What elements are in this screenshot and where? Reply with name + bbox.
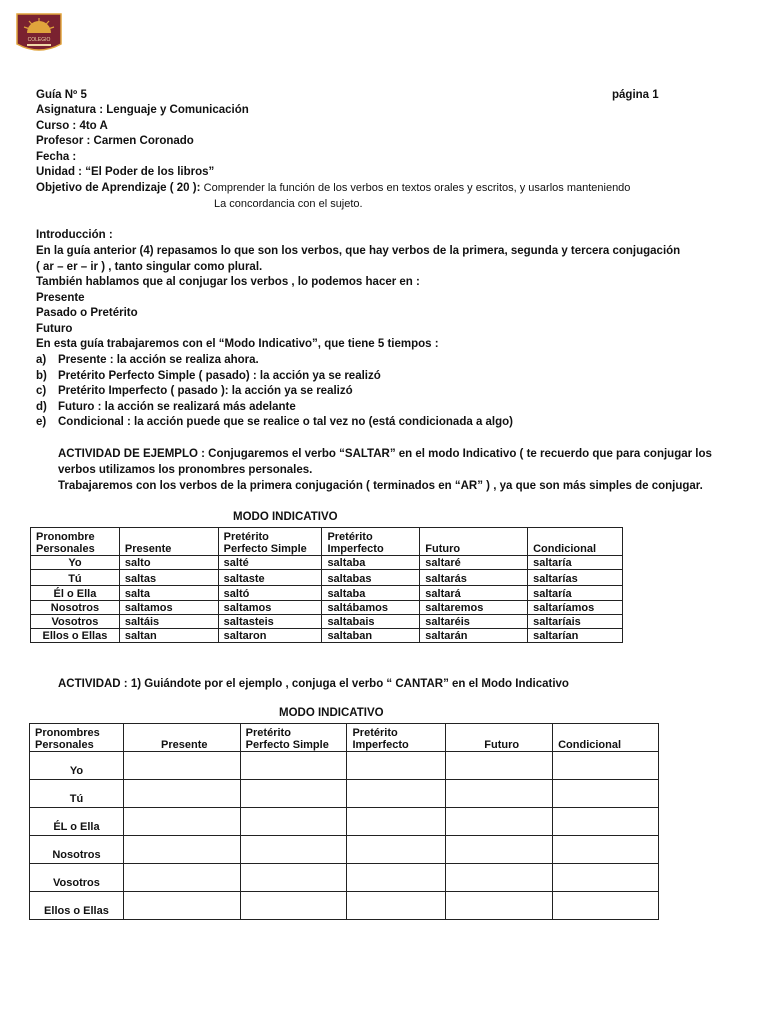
intro-p1: En la guía anterior (4) repasamos lo que son los verbos, que hay verbos de la primera, segunda y tercera conjugación [36, 245, 681, 257]
t2-h1: Presente [123, 724, 240, 752]
curso: Curso : 4to A [36, 120, 108, 132]
t1-h0: Pronombre Personales [31, 528, 120, 556]
objetivo-text-2: La concordancia con el sujeto. [214, 198, 363, 210]
page-number: página 1 [612, 89, 659, 101]
t1-r0-c3: saltaba [322, 556, 420, 570]
tiempo-e: Condicional : la acción puede que se realice o tal vez no (está condicionada a algo) [58, 416, 514, 428]
t1-r1-c1: saltas [119, 570, 218, 586]
answer-cell[interactable] [240, 836, 347, 864]
t1-r0-c0: Yo [31, 556, 120, 570]
answer-cell[interactable] [123, 836, 240, 864]
table-row [30, 808, 659, 836]
t1-r4-c3: saltabais [322, 615, 420, 629]
tiempo-d: Futuro : la acción se realizará más adelante [58, 401, 296, 413]
table2-caption: MODO INDICATIVO [279, 707, 384, 719]
table-row [31, 601, 623, 615]
answer-cell[interactable] [347, 836, 446, 864]
t2-h0: Pronombres Personales [30, 724, 124, 752]
t1-r4-c4: saltaréis [420, 615, 528, 629]
table-row [31, 615, 623, 629]
t1-h4: Futuro [420, 528, 528, 556]
t1-r1-c3: saltabas [322, 570, 420, 586]
t1-r1-c5: saltarías [528, 570, 623, 586]
t1-r1-c4: saltarás [420, 570, 528, 586]
t1-r3-c1: saltamos [119, 601, 218, 615]
answer-cell[interactable] [553, 780, 659, 808]
t1-h3: Pretérito Imperfecto [322, 528, 420, 556]
ejemplo-line-3: Trabajaremos con los verbos de la primera conjugación ( terminados en “AR” ) , ya que son más simples de conjugar. [58, 480, 703, 492]
t1-r3-c5: saltaríamos [528, 601, 623, 615]
answer-cell[interactable] [446, 836, 553, 864]
t2-r0-pronoun: Yo [30, 752, 124, 780]
t1-r2-c4: saltará [420, 586, 528, 601]
tiempo-b: Pretérito Perfecto Simple ( pasado) : la acción ya se realizó [58, 370, 381, 382]
table1-header-row [31, 528, 623, 556]
tiempo-c: Pretérito Imperfecto ( pasado ): la acción ya se realizó [58, 385, 353, 397]
answer-cell[interactable] [123, 864, 240, 892]
t2-r2-pronoun: ÉL o Ella [30, 808, 124, 836]
t1-h2: Pretérito Perfecto Simple [218, 528, 322, 556]
t1-r5-c3: saltaban [322, 629, 420, 643]
profesor: Profesor : Carmen Coronado [36, 135, 194, 147]
table-row [30, 780, 659, 808]
ejemplo-line-1: ACTIVIDAD DE EJEMPLO : Conjugaremos el verbo “SALTAR” en el modo Indicativo ( te recuerdo que para conjugar los [58, 448, 712, 460]
t1-r4-c0: Vosotros [31, 615, 120, 629]
t1-h1: Presente [119, 528, 218, 556]
objetivo [36, 181, 630, 196]
t1-r0-c5: saltaría [528, 556, 623, 570]
table-row [31, 629, 623, 643]
t1-r2-c0: Él o Ella [31, 586, 120, 601]
answer-cell[interactable] [553, 892, 659, 920]
activity-conjugation-table [29, 723, 659, 920]
t1-r2-c3: saltaba [322, 586, 420, 601]
tiempo-e-letter: e) [36, 416, 47, 428]
answer-cell[interactable] [347, 864, 446, 892]
t1-r0-c4: saltaré [420, 556, 528, 570]
t1-r5-c4: saltarán [420, 629, 528, 643]
tiempo-d-letter: d) [36, 401, 47, 413]
t2-r1-pronoun: Tú [30, 780, 124, 808]
tiempo-c-letter: c) [36, 385, 47, 397]
t2-r4-pronoun: Vosotros [30, 864, 124, 892]
t1-r5-c5: saltarían [528, 629, 623, 643]
intro-title: Introducción : [36, 229, 113, 241]
answer-cell[interactable] [240, 892, 347, 920]
answer-cell[interactable] [240, 808, 347, 836]
t2-h5: Condicional [553, 724, 659, 752]
answer-cell[interactable] [553, 752, 659, 780]
table1-caption: MODO INDICATIVO [233, 511, 338, 523]
answer-cell[interactable] [240, 864, 347, 892]
intro-p3: También hablamos que al conjugar los verbos , lo podemos hacer en : [36, 276, 420, 288]
table2-header-row [30, 724, 659, 752]
answer-cell[interactable] [553, 864, 659, 892]
t1-r1-c2: saltaste [218, 570, 322, 586]
t1-r2-c2: saltó [218, 586, 322, 601]
answer-cell[interactable] [446, 808, 553, 836]
t1-r4-c1: saltáis [119, 615, 218, 629]
t2-h3: Pretérito Imperfecto [347, 724, 446, 752]
t1-r4-c5: saltaríais [528, 615, 623, 629]
t1-r3-c0: Nosotros [31, 601, 120, 615]
answer-cell[interactable] [123, 892, 240, 920]
answer-cell[interactable] [240, 752, 347, 780]
table-row [30, 892, 659, 920]
intro-futuro: Futuro [36, 323, 73, 335]
answer-cell[interactable] [347, 752, 446, 780]
t1-r0-c1: salto [119, 556, 218, 570]
unidad: Unidad : “El Poder de los libros” [36, 166, 215, 178]
t1-r5-c1: saltan [119, 629, 218, 643]
fecha: Fecha : [36, 151, 77, 163]
t1-r3-c3: saltábamos [322, 601, 420, 615]
tiempo-b-letter: b) [36, 370, 47, 382]
intro-presente: Presente [36, 292, 85, 304]
t1-r4-c2: saltasteis [218, 615, 322, 629]
answer-cell[interactable] [347, 808, 446, 836]
svg-text:COLEGIO: COLEGIO [27, 37, 51, 43]
table-row [31, 586, 623, 601]
answer-cell[interactable] [446, 864, 553, 892]
t1-r3-c4: saltaremos [420, 601, 528, 615]
t1-r2-c1: salta [119, 586, 218, 601]
t2-r5-pronoun: Ellos o Ellas [30, 892, 124, 920]
tiempo-a: Presente : la acción se realiza ahora. [58, 354, 259, 366]
t2-h4: Futuro [446, 724, 553, 752]
answer-cell[interactable] [446, 752, 553, 780]
t1-r1-c0: Tú [31, 570, 120, 586]
asignatura: Asignatura : Lenguaje y Comunicación [36, 104, 249, 116]
table-row [30, 752, 659, 780]
table-row [31, 570, 623, 586]
t1-h5: Condicional [528, 528, 623, 556]
answer-cell[interactable] [123, 780, 240, 808]
answer-cell[interactable] [347, 780, 446, 808]
t2-r3-pronoun: Nosotros [30, 836, 124, 864]
ejemplo-line-2: verbos utilizamos los pronombres personales. [58, 464, 313, 476]
answer-cell[interactable] [446, 780, 553, 808]
t1-r5-c2: saltaron [218, 629, 322, 643]
tiempo-a-letter: a) [36, 354, 47, 366]
intro-p2: ( ar – er – ir ) , tanto singular como plural. [36, 261, 263, 273]
answer-cell[interactable] [123, 752, 240, 780]
t1-r0-c2: salté [218, 556, 322, 570]
t1-r3-c2: saltamos [218, 601, 322, 615]
example-conjugation-table [30, 527, 623, 643]
table-row [30, 836, 659, 864]
intro-pasado: Pasado o Pretérito [36, 307, 138, 319]
guia-number: Guía Nº 5 [36, 89, 87, 101]
intro-p4: En esta guía trabajaremos con el “Modo Indicativo”, que tiene 5 tiempos : [36, 338, 439, 350]
t2-h2: Pretérito Perfecto Simple [240, 724, 347, 752]
answer-cell[interactable] [123, 808, 240, 836]
table-row [31, 556, 623, 570]
answer-cell[interactable] [446, 892, 553, 920]
t1-r2-c5: saltaría [528, 586, 623, 601]
answer-cell[interactable] [347, 892, 446, 920]
school-crest-logo [15, 12, 63, 56]
answer-cell[interactable] [240, 780, 347, 808]
table-row [30, 864, 659, 892]
answer-cell[interactable] [553, 808, 659, 836]
answer-cell[interactable] [553, 836, 659, 864]
actividad-instruction: ACTIVIDAD : 1) Guiándote por el ejemplo , conjuga el verbo “ CANTAR” en el Modo Indicativo [58, 678, 569, 690]
objetivo-text-1: Comprender la función de los verbos en textos orales y escritos, y usarlos manteniendo [203, 182, 631, 194]
objetivo-label: Objetivo de Aprendizaje ( 20 ): [36, 182, 201, 194]
t1-r5-c0: Ellos o Ellas [31, 629, 120, 643]
